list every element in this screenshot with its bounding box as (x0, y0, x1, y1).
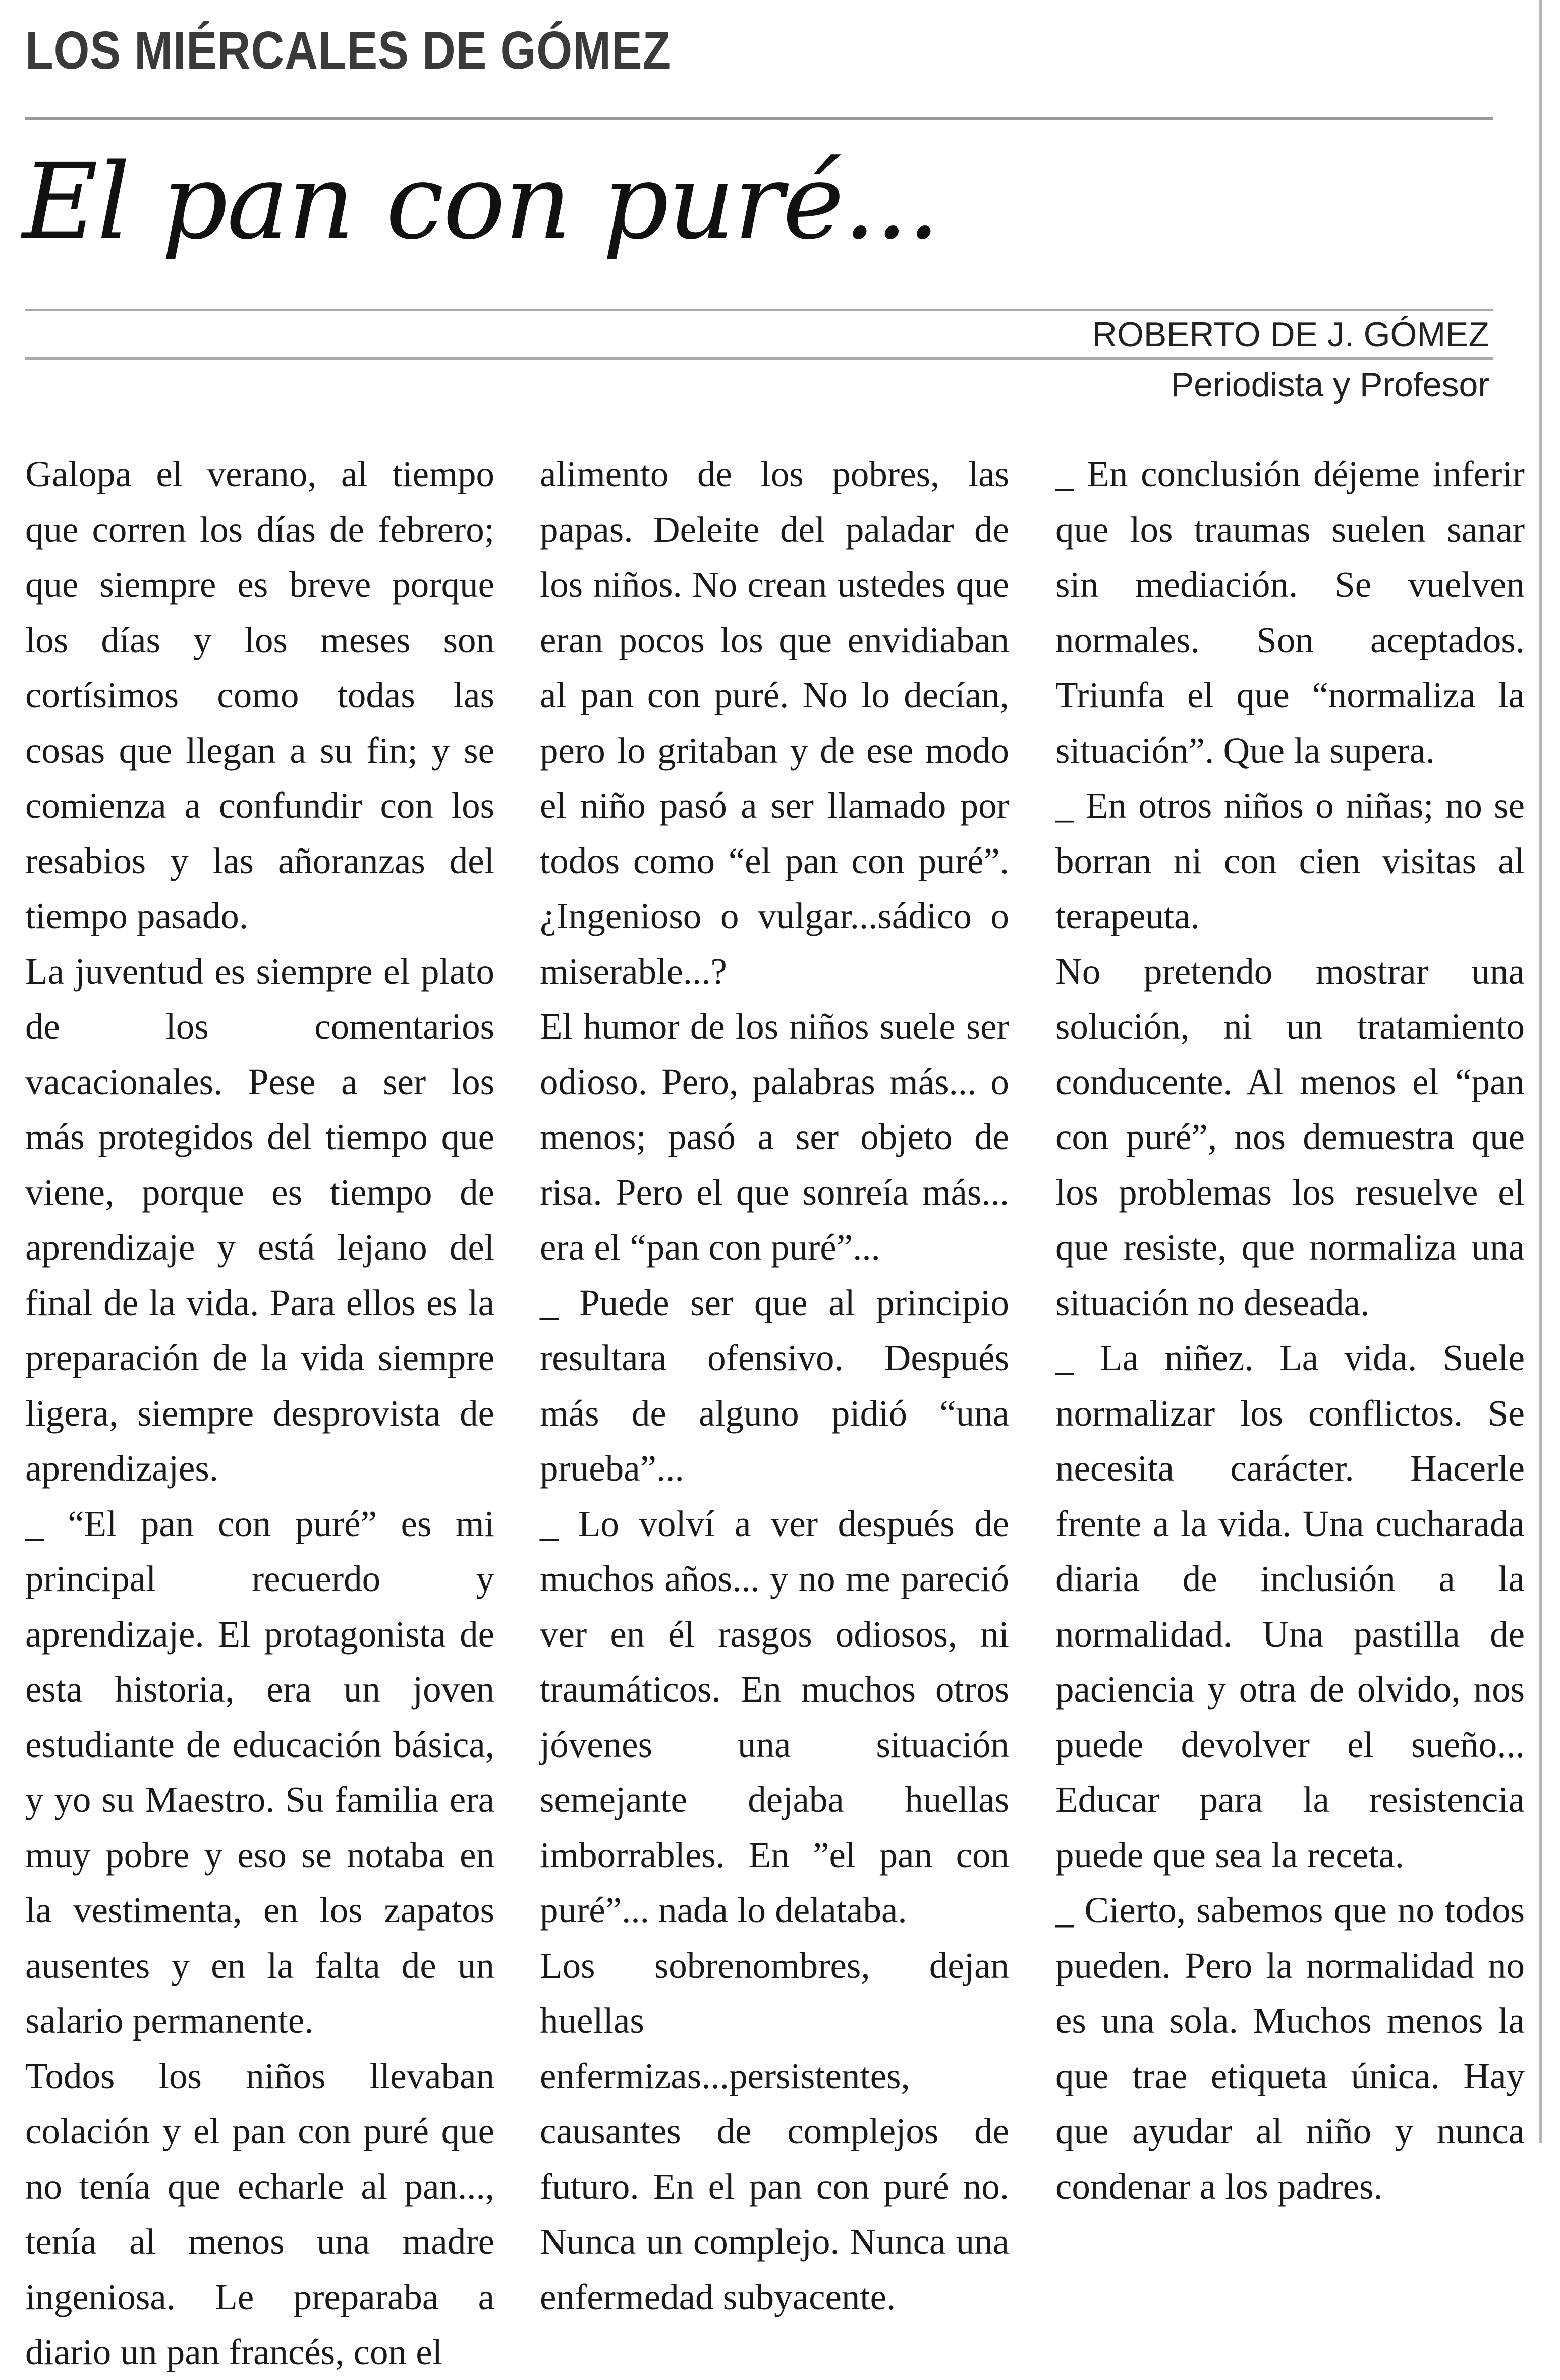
paragraph: _ Lo volví a ver después de muchos años... y no me pareció ver en él rasgos odiosos, ni traumáticos. En muchos otros jóvenes una situación semejante dejaba huellas imborrables. En ”el pan con puré”... nada lo delataba. (540, 1503, 1009, 1931)
paragraph: Galopa el verano, al tiempo que corren los días de febrero; que siempre es breve porque los días y los meses son cortísimos como todas las cosas que llegan a su fin; y se comienza a confundir con los resabios y las añoranzas del tiempo pasado. (25, 454, 494, 936)
paragraph: La juventud es siempre el plato de los comentarios vacacionales. Pese a ser los más protegidos del tiempo que viene, porque es tiempo de aprendizaje y está lejano del final de la vida. Para ellos es la preparación de la vida siempre ligera, siempre desprovista de aprendizajes. (25, 950, 494, 1489)
paragraph: _ Puede ser que al principio resultara ofensivo. Después más de alguno pidió “una prueba”... (540, 1282, 1009, 1489)
paragraph: Todos los niños llevaban colación y el pan con puré que no tenía que echarle al pan..., tenía al menos una madre ingeniosa. Le preparaba a diario un pan francés, con el (25, 2055, 494, 2372)
paragraph: _ “El pan con puré” es mi principal recuerdo y aprendizaje. El protagonista de esta historia, era un joven estudiante de educación básica, y yo su Maestro. Su familia era muy pobre y eso se notaba en la vestimenta, en los zapatos ausentes y en la falta de un salario permanente. (25, 1503, 494, 2041)
author-name: ROBERTO DE J. GÓMEZ (1092, 315, 1489, 354)
headline: El pan con puré... (22, 141, 939, 262)
paragraph: _ La niñez. La vida. Suele normalizar los conflictos. Se necesita carácter. Hacerle frente a la vida. Una cucharada diaria de inclusión a la normalidad. Una pastilla de paciencia y otra de olvido, nos puede devolver el sueño... Educar para la resistencia puede que sea la receta. (1055, 1337, 1525, 1876)
column-2 (540, 446, 1009, 2325)
column-1 (25, 446, 494, 2380)
section-label: LOS MIÉRCALES DE GÓMEZ (25, 21, 672, 80)
byline (1092, 312, 1489, 413)
header-divider (25, 117, 1493, 120)
paragraph: alimento de los pobres, las papas. Deleite del paladar de los niños. No crean ustedes que eran pocos los que envidiaban al pan con puré. No lo decían, pero lo gritaban y de ese modo el niño pasó a ser llamado por todos como “el pan con puré”. ¿Ingenioso o vulgar...sádico o miserable...? (540, 454, 1009, 992)
byline-divider-top (25, 309, 1493, 311)
paragraph: El humor de los niños suele ser odioso. Pero, palabras más... o menos; pasó a ser objeto de risa. Pero el que sonreía más... era el “pan con puré”... (540, 1006, 1009, 1268)
paragraph: No pretendo mostrar una solución, ni un tratamiento conducente. Al menos el “pan con puré”, nos demuestra que los problemas los resuelve el que resiste, que normaliza una situación no deseada. (1055, 950, 1525, 1323)
paragraph: Los sobrenombres, dejan huellas enfermizas...persistentes, causantes de complejos de futuro. En el pan con puré no. Nunca un complejo. Nunca una enfermedad subyacente. (540, 1945, 1009, 2317)
column-3 (1055, 446, 1525, 2214)
paragraph: _ En otros niños o niñas; no se borran ni con cien visitas al terapeuta. (1055, 785, 1525, 936)
paragraph: _ En conclusión déjeme inferir que los traumas suelen sanar sin mediación. Se vuelven normales. Son aceptados. Triunfa el que “normaliza la situación”. Que la supera. (1055, 454, 1525, 771)
paragraph: _ Cierto, sabemos que no todos pueden. Pero la normalidad no es una sola. Muchos menos la que trae etiqueta única. Hay que ayudar al niño y nunca condenar a los padres. (1055, 1890, 1525, 2207)
author-role: Periodista y Profesor (1171, 366, 1489, 404)
article-body (25, 446, 1544, 2372)
